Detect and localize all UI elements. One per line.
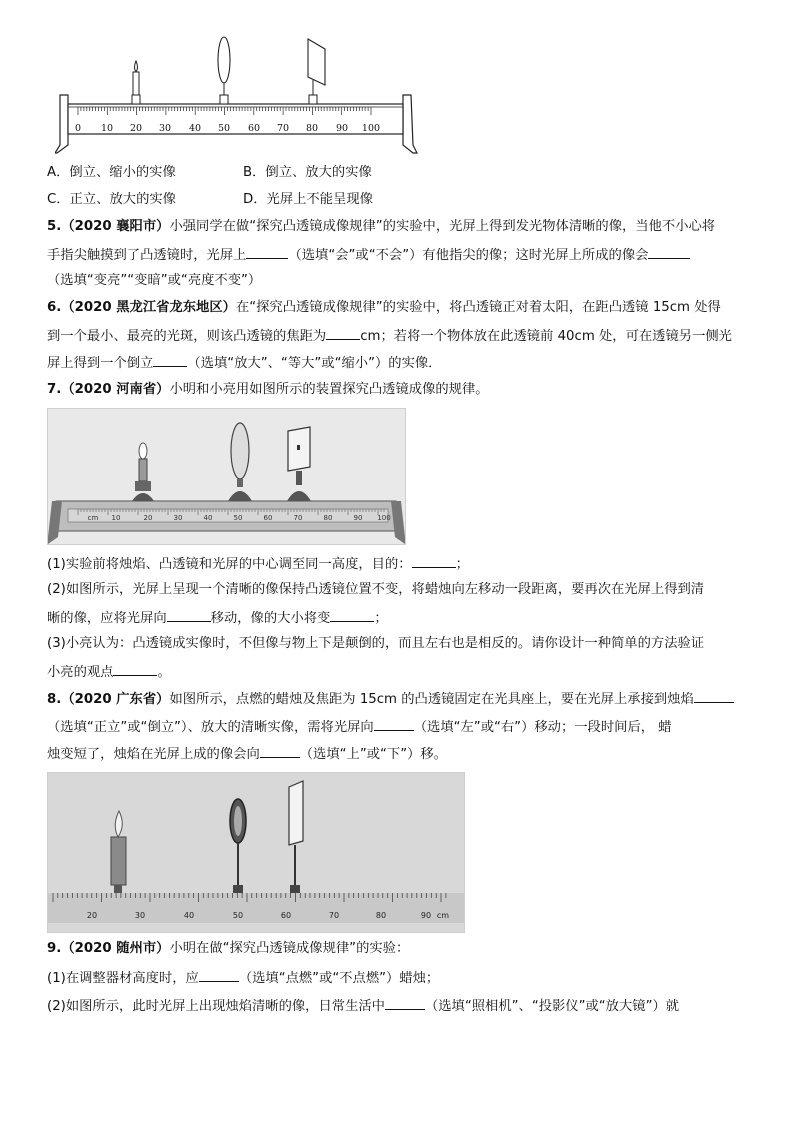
tick-label: 60: [280, 911, 292, 920]
question-6-line-1: [47, 298, 721, 318]
answer-blank[interactable]: [412, 553, 456, 568]
convex-lens-icon: [218, 37, 230, 104]
question-text: （选填“变亮”“变暗”或“亮度不变”）: [47, 273, 262, 288]
question-8-line-2: [47, 716, 672, 738]
answer-blank[interactable]: [648, 244, 690, 259]
question-source: （2020 随州市）: [61, 941, 170, 956]
answer-blank[interactable]: [167, 607, 211, 622]
question-text: 小明和小亮用如图所示的装置探究凸透镜成像的规律。: [169, 382, 489, 397]
option-b: B．倒立、放大的实像: [243, 165, 372, 180]
tick-label: 40: [188, 123, 202, 134]
question-text: （选填“照相机”、“投影仪”或“放大镜”）就: [424, 999, 680, 1014]
tick-label: 70: [293, 514, 303, 522]
tick-label: 80: [375, 911, 387, 920]
question-7-part-2-line-1: [47, 580, 704, 600]
question-number: 8.: [47, 692, 62, 707]
question-text: （选填“会”或“不会”）有他指尖的像；这时光屏上所成的像会: [288, 248, 649, 263]
tick-label: 100: [377, 514, 391, 522]
question-text: 移动，像的大小将变: [210, 611, 331, 626]
tick-label: 30: [158, 123, 172, 134]
answer-blank[interactable]: [326, 325, 360, 340]
question-text: （选填“点燃”或“不点燃”）蜡烛；: [238, 971, 440, 986]
tick-label: 90: [420, 911, 432, 920]
tick-label: 0: [74, 123, 82, 134]
question-text: 烛变短了，烛焰在光屏上成的像会向: [47, 747, 260, 762]
tick-label: 40: [183, 911, 195, 920]
question-5-line-3: [47, 271, 261, 291]
tick-label: 30: [134, 911, 146, 920]
question-9-line-1: [47, 939, 409, 959]
question-source: （2020 广东省）: [61, 692, 170, 707]
question-8-line-1: [47, 688, 734, 710]
tick-label: 20: [86, 911, 98, 920]
optical-bench-photo-q7: [47, 408, 406, 545]
answer-blank[interactable]: [113, 661, 157, 676]
question-text: （选填“左”或“右”）移动；一段时间后， 蜡: [413, 720, 672, 735]
answer-blank[interactable]: [694, 688, 734, 703]
answer-blank[interactable]: [153, 352, 187, 367]
question-text: 小明在做“探究凸透镜成像规律”的实验：: [169, 941, 410, 956]
tick-label: 30: [173, 514, 183, 522]
question-source: （2020 黑龙江省龙东地区）: [61, 300, 236, 315]
question-text: (1)在调整器材高度时，应: [47, 971, 199, 986]
tick-label: 70: [276, 123, 290, 134]
tick-label: 100: [361, 123, 381, 134]
question-text: (2)如图所示，此时光屏上出现烛焰清晰的像，日常生活中: [47, 999, 385, 1014]
answer-blank[interactable]: [246, 244, 288, 259]
question-number: 9.: [47, 941, 62, 956]
question-text: 屏上得到一个倒立: [47, 356, 154, 371]
option-c: C．正立、放大的实像: [47, 192, 176, 207]
question-text: ；: [455, 557, 469, 572]
question-text: 手指尖触摸到了凸透镜时，光屏上: [47, 248, 247, 263]
tick-label: 10: [100, 123, 114, 134]
tick-label: 50: [232, 911, 244, 920]
question-6-line-2: [47, 325, 732, 347]
tick-label: 20: [143, 514, 153, 522]
light-screen-icon: [308, 39, 325, 104]
question-5-line-1: [47, 217, 715, 237]
question-6-line-3: [47, 352, 441, 374]
question-text: （选填“正立”或“倒立”）、放大的清晰实像，需将光屏向: [47, 720, 374, 735]
question-text: 在“探究凸透镜成像规律”的实验中，将凸透镜正对着太阳，在距凸透镜 15cm 处得: [235, 300, 721, 315]
question-text: 晰的像，应将光屏向: [47, 611, 167, 626]
tick-label: 80: [323, 514, 333, 522]
question-number: 7.: [47, 382, 62, 397]
tick-label: 70: [328, 911, 340, 920]
question-text: 如图所示，点燃的蜡烛及焦距为 15cm 的凸透镜固定在光具座上，要在光屏上承接到烛焰: [169, 692, 694, 707]
question-source: （2020 襄阳市）: [61, 219, 170, 234]
answer-blank[interactable]: [260, 743, 300, 758]
option-d: D．光屏上不能呈现像: [243, 192, 373, 207]
question-9-part-2: [47, 995, 679, 1017]
question-text: 小亮的观点: [47, 665, 114, 680]
question-text: （选填“上”或“下”）移。: [299, 747, 447, 762]
tick-label: cm: [87, 514, 99, 522]
question-7-part-1: [47, 553, 469, 575]
question-text: (3)小亮认为：凸透镜成实像时，不但像与物上下是颠倒的，而且左右也是相反的。请你设计一种简单的方法验证: [47, 636, 705, 651]
tick-label: 90: [335, 123, 349, 134]
question-7-line-1: [47, 380, 489, 400]
answer-blank[interactable]: [199, 967, 239, 982]
tick-label: 90: [353, 514, 363, 522]
question-5-line-2: [47, 244, 690, 266]
tick-label: 10: [111, 514, 121, 522]
question-7-part-3-line-2: [47, 661, 171, 683]
question-text: (1)实验前将烛焰、凸透镜和光屏的中心调至同一高度，目的：: [47, 557, 412, 572]
optical-bench-photo-q8: [47, 772, 465, 933]
question-number: 6.: [47, 300, 62, 315]
unit-label: cm: [436, 911, 450, 920]
tick-label: 20: [129, 123, 143, 134]
answer-blank[interactable]: [374, 716, 414, 731]
answer-blank[interactable]: [330, 607, 374, 622]
option-a: A．倒立、缩小的实像: [47, 165, 176, 180]
question-text: cm；若将一个物体放在此透镜前 40cm 处，可在透镜另一侧光: [360, 329, 732, 344]
tick-label: 50: [217, 123, 231, 134]
question-text: 小强同学在做“探究凸透镜成像规律”的实验中，光屏上得到发光物体清晰的像，当他不小心将: [169, 219, 716, 234]
tick-label: 60: [247, 123, 261, 134]
tick-label: 50: [233, 514, 243, 522]
answer-blank[interactable]: [385, 995, 425, 1010]
question-text: (2)如图所示，光屏上呈现一个清晰的像保持凸透镜位置不变，将蜡烛向左移动一段距离，要再次在光屏上得到清: [47, 582, 705, 597]
tick-label: 60: [263, 514, 273, 522]
question-7-part-3-line-1: [47, 634, 704, 654]
question-text: （选填“放大”、“等大”或“缩小”）的实像．: [187, 356, 442, 371]
tick-label: 40: [203, 514, 213, 522]
optical-bench-figure-1: [55, 35, 420, 155]
question-9-part-1: [47, 967, 439, 989]
question-text: 到一个最小、最亮的光斑，则该凸透镜的焦距为: [47, 329, 327, 344]
question-number: 5.: [47, 219, 62, 234]
candle-icon: [132, 61, 140, 104]
tick-label: 80: [305, 123, 319, 134]
question-text: ；: [374, 611, 388, 626]
question-source: （2020 河南省）: [61, 382, 170, 397]
question-text: 。: [157, 665, 171, 680]
question-7-part-2-line-2: [47, 607, 388, 629]
question-8-line-3: [47, 743, 447, 765]
